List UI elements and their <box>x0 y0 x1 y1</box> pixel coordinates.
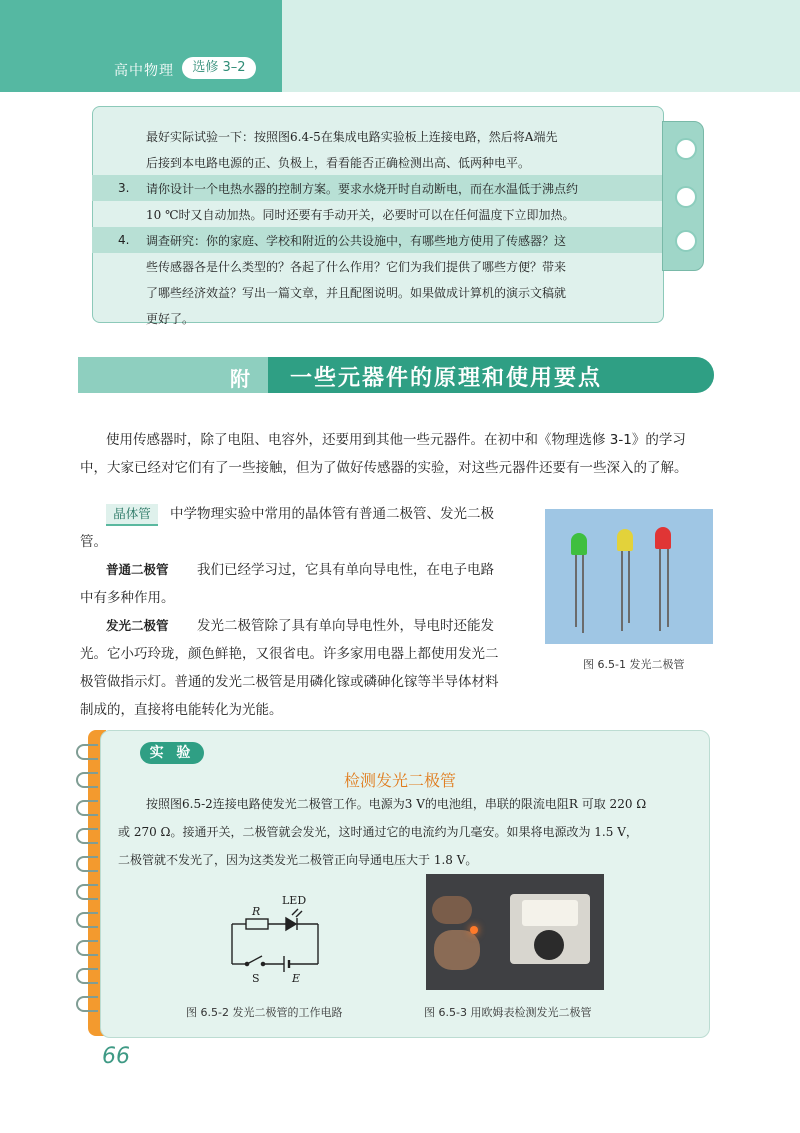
led-lead <box>575 555 577 627</box>
page-number: 66 <box>102 1044 130 1069</box>
spiral-coil-icon <box>76 800 98 816</box>
diode-icon <box>286 918 296 930</box>
appendix-prefix: 附 <box>230 367 250 391</box>
led-lead <box>621 551 623 631</box>
transistor-term: 晶体管 <box>106 504 158 526</box>
experiment-line: 按照图6.5-2连接电路使发光二极管工作。电源为3 V的电池组，串联的限流电阻R 可取 220 Ω <box>146 797 647 811</box>
red-led-icon <box>655 527 671 549</box>
transistor-line: 管。 <box>80 534 107 550</box>
led-lead <box>628 551 630 623</box>
hand <box>432 896 472 924</box>
light-arrow-icon <box>296 911 302 917</box>
experiment-line: 二极管就不发光了，因为这类发光二极管正向导通电压大于 1.8 V。 <box>118 853 478 867</box>
figure-caption: 图 6.5-2 发光二极管的工作电路 <box>186 1006 343 1019</box>
diode-line: 我们已经学习过，它具有单向导电性，在电子电路 <box>197 562 494 578</box>
led-circuit-diagram <box>222 888 332 988</box>
spiral-coil-icon <box>76 828 98 844</box>
led-lead <box>667 549 669 627</box>
exercise-number: 3. <box>118 181 130 195</box>
exercise-line: 后接到本电路电源的正、负极上，看看能否正确检测出高、低两种电平。 <box>146 156 531 170</box>
led-term: 发光二极管 <box>106 618 169 633</box>
appendix-title: 一些元器件的原理和使用要点 <box>290 366 603 391</box>
led-line: 发光二极管除了具有单向导电性外，导电时还能发 <box>197 618 494 634</box>
exercise-line: 些传感器各是什么类型的？各起了什么作用？它们为我们提供了哪些方便？带来 <box>146 260 567 274</box>
led-lead <box>582 555 584 633</box>
resistor-label: R <box>252 905 261 918</box>
led-photo <box>545 509 713 644</box>
experiment-title: 检测发光二极管 <box>344 771 457 790</box>
resistor-icon <box>246 919 268 929</box>
binder-ring-icon <box>675 230 697 252</box>
exercise-number: 4. <box>118 233 130 247</box>
intro-line: 中，大家已经对它们有了一些接触，但为了做好传感器的实验，对这些元器件还要有一些深入的了解。 <box>80 460 688 476</box>
spiral-coil-icon <box>76 856 98 872</box>
exercise-line: 请你设计一个电热水器的控制方案。要求水烧开时自动断电，而在水温低于沸点约 <box>146 182 579 196</box>
meter-knob-icon <box>534 930 564 960</box>
lit-led-icon <box>470 926 478 934</box>
switch-icon <box>247 956 262 964</box>
spiral-coil-icon <box>76 940 98 956</box>
diode-line: 中有多种作用。 <box>80 590 175 606</box>
spiral-coil-icon <box>76 744 98 760</box>
switch-label: S <box>252 972 260 985</box>
exercise-line: 更好了。 <box>146 312 195 326</box>
led-line: 极管做指示灯。普通的发光二极管是用磷化镓或磷砷化镓等半导体材料 <box>80 674 499 690</box>
diode-term: 普通二极管 <box>106 562 169 577</box>
header-light-band <box>282 0 800 92</box>
spiral-coil-icon <box>76 884 98 900</box>
spiral-coil-icon <box>76 968 98 984</box>
binder-ring-icon <box>675 138 697 160</box>
binder-ring-icon <box>675 186 697 208</box>
exercise-line: 最好实际试验一下：按照图6.4-5在集成电路实验板上连接电路，然后将A端先 <box>146 130 558 144</box>
figure-caption: 图 6.5-3 用欧姆表检测发光二极管 <box>424 1006 592 1019</box>
led-line: 制成的，直接将电能转化为光能。 <box>80 702 283 718</box>
experiment-tag: 实 验 <box>140 742 204 764</box>
figure-caption: 图 6.5-1 发光二极管 <box>583 658 685 671</box>
book-title: 高中物理 <box>114 63 174 79</box>
ohmmeter-photo <box>426 874 604 990</box>
experiment-line: 或 270 Ω。接通开关，二极管就会发光，这时通过它的电流约为几毫安。如果将电源改为 1.5 V， <box>118 825 638 839</box>
hand <box>434 930 480 970</box>
led-lead <box>659 549 661 631</box>
spiral-coil-icon <box>76 772 98 788</box>
spiral-coil-icon <box>76 996 98 1012</box>
battery-label: E <box>292 972 301 985</box>
exercise-line: 了哪些经济效益？写出一篇文章，并且配图说明。如果做成计算机的演示文稿就 <box>146 286 567 300</box>
yellow-led-icon <box>617 529 633 551</box>
spiral-coil-icon <box>76 912 98 928</box>
meter-dial <box>522 900 578 926</box>
exercise-line: 调查研究：你的家庭、学校和附近的公共设施中，有哪些地方使用了传感器？这 <box>146 234 567 248</box>
light-arrow-icon <box>292 909 298 915</box>
exercise-line: 10 ℃时又自动加热。同时还要有手动开关，必要时可以在任何温度下立即加热。 <box>146 208 575 222</box>
led-label: LED <box>282 894 307 907</box>
led-line: 光。它小巧玲珑，颜色鲜艳，又很省电。许多家用电器上都使用发光二 <box>80 646 499 662</box>
volume-badge: 选修 3–2 <box>182 57 256 79</box>
green-led-icon <box>571 533 587 555</box>
transistor-line: 中学物理实验中常用的晶体管有普通二极管、发光二极 <box>170 506 494 522</box>
intro-line: 使用传感器时，除了电阻、电容外，还要用到其他一些元器件。在初中和《物理选修 3-1》的学习 <box>106 432 686 448</box>
